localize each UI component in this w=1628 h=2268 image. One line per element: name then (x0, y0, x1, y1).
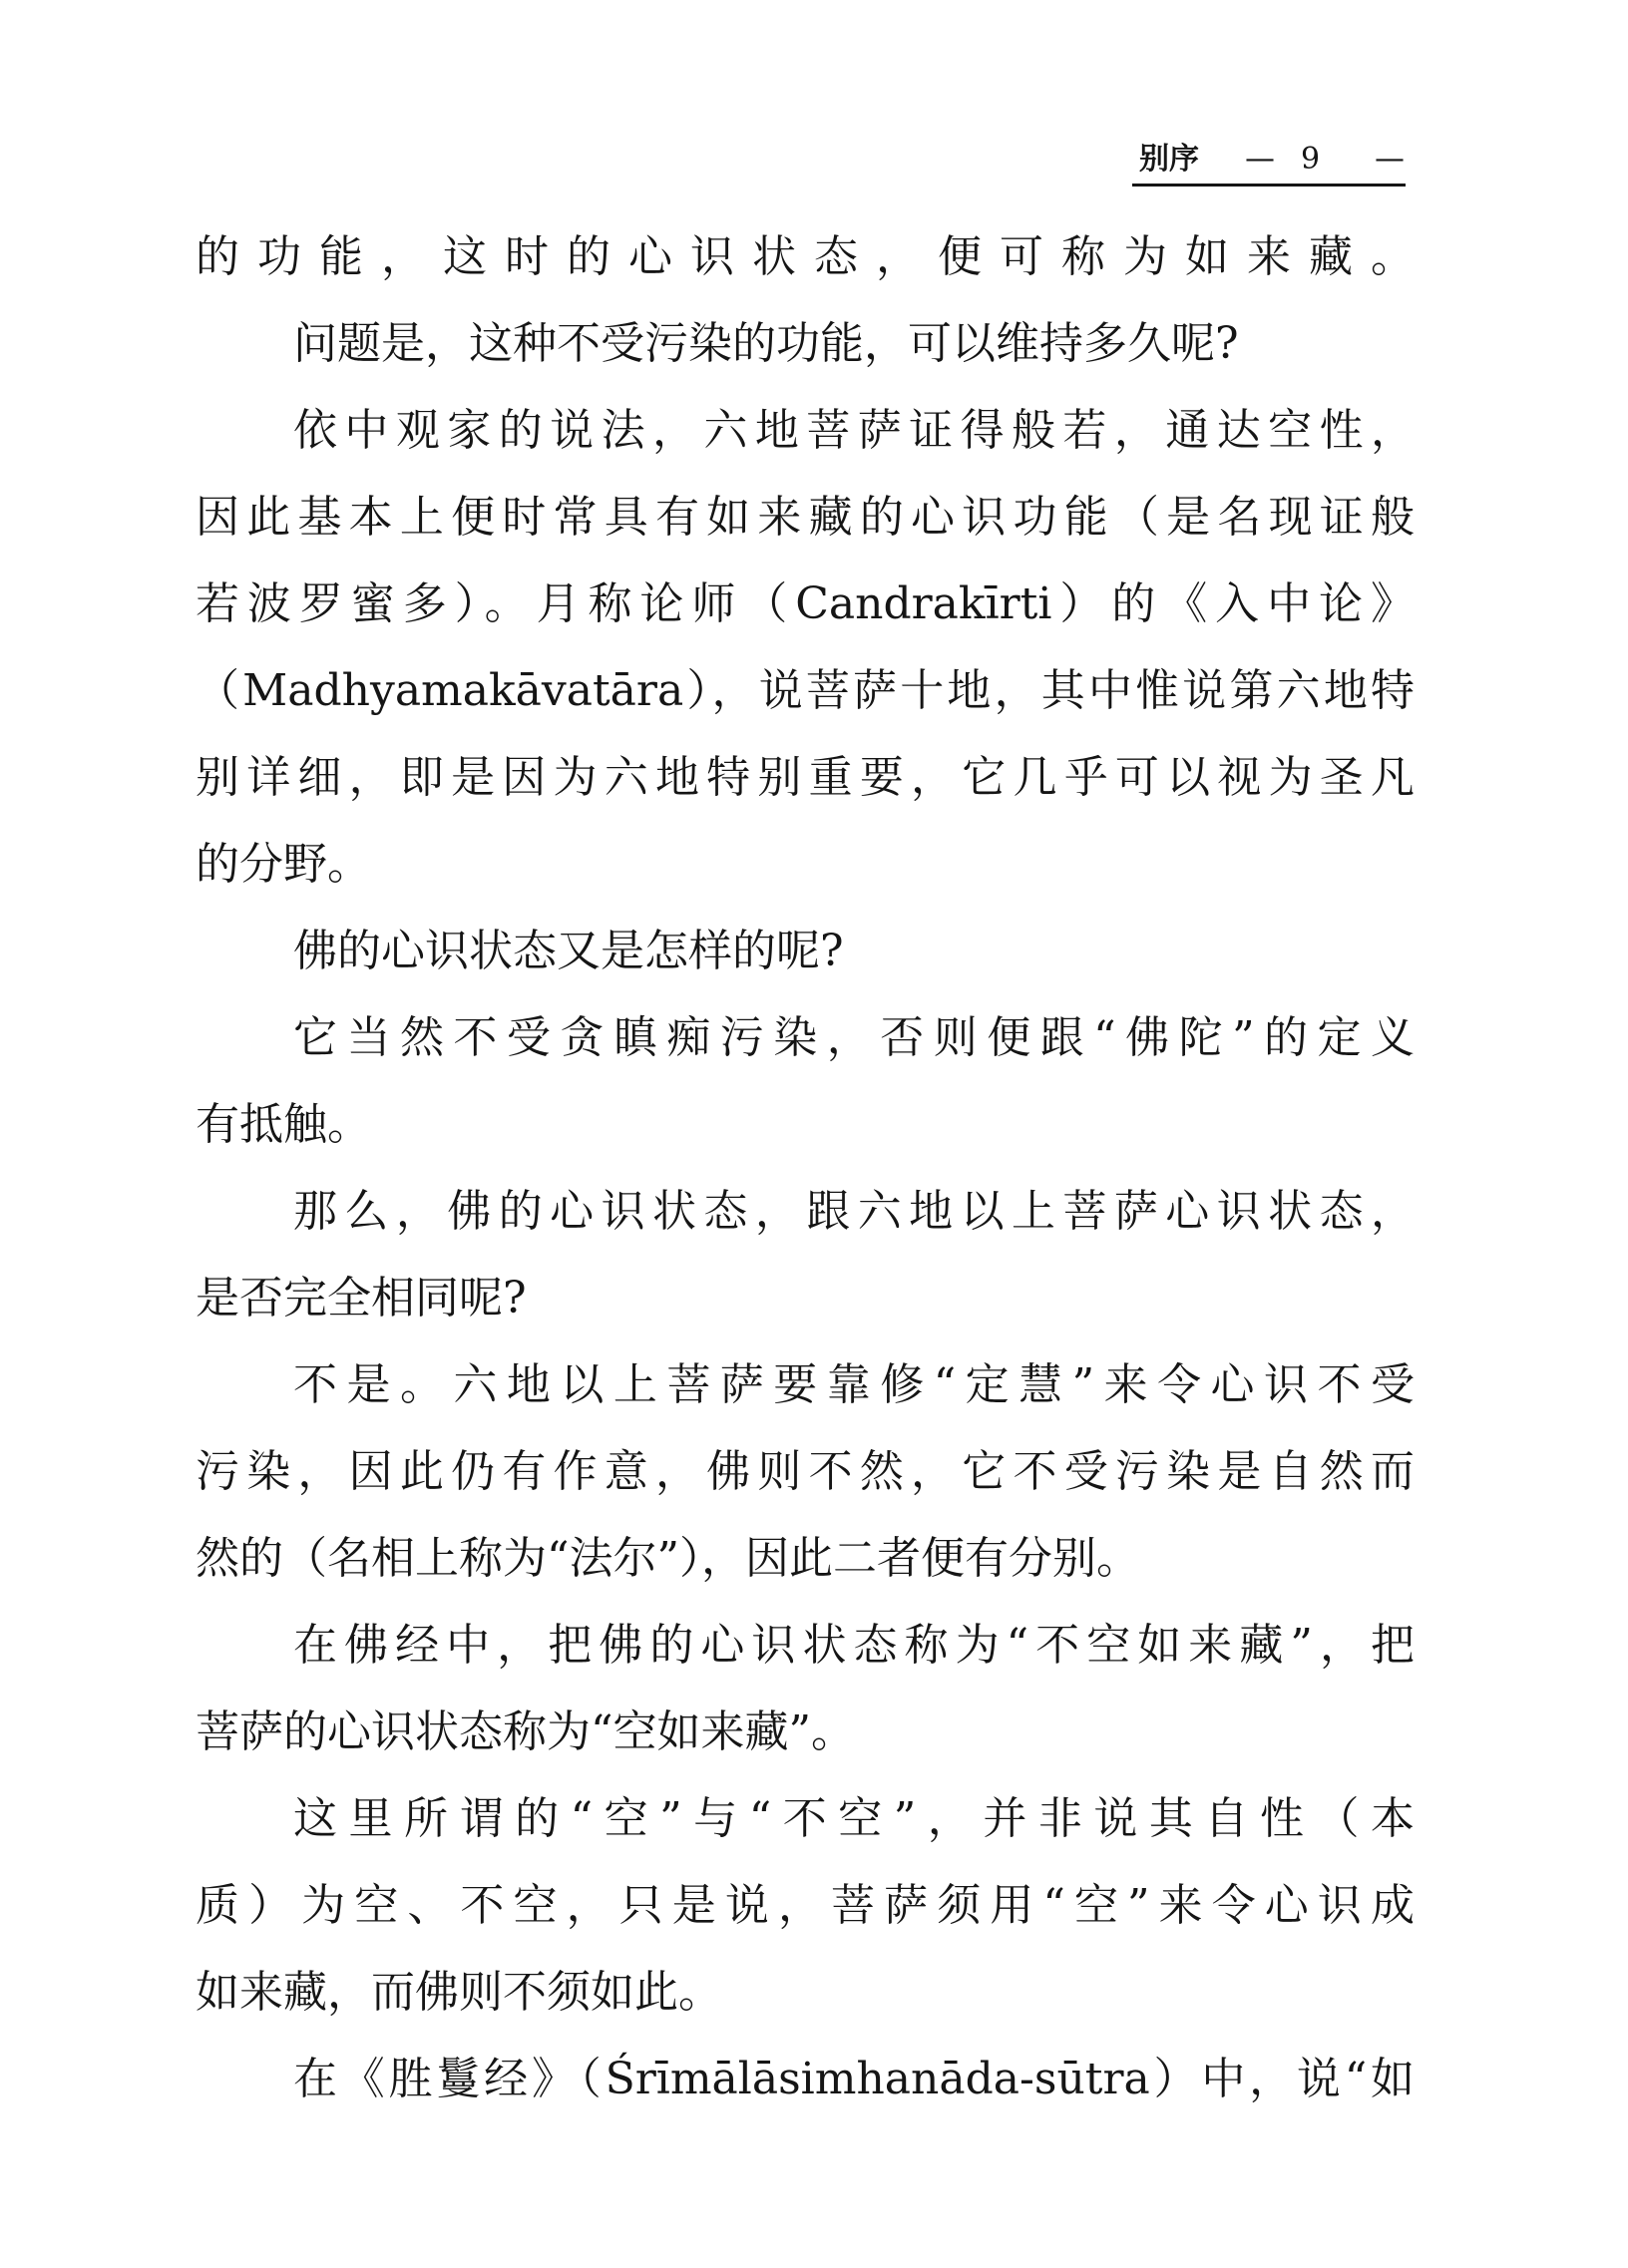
text-line: 若波罗蜜多）。月称论师（Candrakīrti）的《入中论》 (196, 578, 1415, 629)
text-line: 质）为空、不空，只是说，菩萨须用“空”来令心识成 (196, 1880, 1415, 1931)
header-dash-right: — (1375, 142, 1405, 177)
text-line: 因此基本上便时常具有如来藏的心识功能（是名现证般 (196, 492, 1415, 543)
text-line: 如来藏，而佛则不须如此。 (196, 1967, 722, 2018)
text-line: 然的（名相上称为“法尔”），因此二者便有分别。 (196, 1533, 1140, 1584)
text-line: 污染，因此仍有作意，佛则不然，它不受污染是自然而 (196, 1446, 1415, 1497)
text-line: 有抵触。 (196, 1099, 371, 1150)
text-line: 问题是，这种不受污染的功能，可以维持多久呢? (293, 318, 1239, 369)
text-line: （Madhyamakāvatāra），说菩萨十地，其中惟说第六地特 (196, 665, 1415, 716)
text-line: 佛的心识状态又是怎样的呢? (293, 926, 844, 976)
header-dash-left: — (1245, 142, 1275, 177)
text-line: 依中观家的说法，六地菩萨证得般若，通达空性， (293, 405, 1415, 456)
text-line: 它当然不受贪瞋痴污染，否则便跟“佛陀”的定义 (293, 1012, 1415, 1063)
text-line: 的功能，这时的心识状态，便可称为如来藏。 (196, 231, 1415, 282)
text-line: 这里所谓的“空”与“不空”，并非说其自性（本 (293, 1793, 1415, 1844)
text-line: 在佛经中，把佛的心识状态称为“不空如来藏”，把 (293, 1620, 1415, 1671)
text-line: 在《胜鬘经》（Śrīmālāsimhanāda-sūtra）中，说“如 (293, 2054, 1415, 2104)
header-rule (1132, 184, 1406, 187)
text-line: 菩萨的心识状态称为“空如来藏”。 (196, 1706, 855, 1757)
text-line: 不是。六地以上菩萨要靠修“定慧”来令心识不受 (293, 1359, 1415, 1410)
text-line: 别详细，即是因为六地特别重要，它几乎可以视为圣凡 (196, 752, 1415, 803)
section-title: 别序 (1139, 142, 1199, 177)
text-line: 的分野。 (196, 839, 371, 890)
page-number: 9 (1301, 142, 1321, 177)
text-line: 是否完全相同呢? (196, 1273, 527, 1323)
text-line: 那么，佛的心识状态，跟六地以上菩萨心识状态， (293, 1186, 1415, 1237)
running-header (1127, 138, 1417, 182)
